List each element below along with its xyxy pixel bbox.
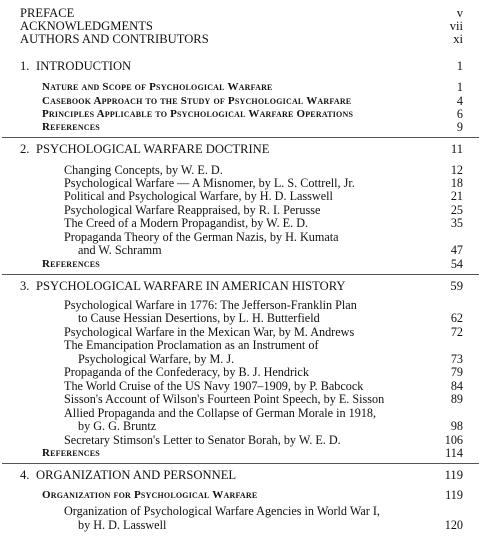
toc-entry-title: Casebook Approach to the Study of Psychological Warfare — [42, 95, 352, 107]
chapter-title: PSYCHOLOGICAL WARFARE DOCTRINE — [36, 142, 270, 156]
toc-page-number: 21 — [450, 189, 463, 203]
toc-entry[interactable] — [0, 216, 485, 230]
toc-entry-title: The Emancipation Proclamation as an Instrument of — [64, 338, 319, 352]
toc-entry-title: Allied Propaganda and the Collapse of German Morale in 1918, — [64, 406, 377, 420]
toc-page-number: 119 — [444, 468, 463, 482]
toc-page-number: 1 — [456, 59, 463, 73]
toc-entry-title: Psychological Warfare — A Misnomer, by L. S. Cottrell, Jr. — [64, 176, 355, 190]
toc-page-number: 119 — [445, 488, 463, 502]
toc-entry[interactable] — [0, 392, 485, 406]
toc-entry[interactable] — [0, 365, 485, 379]
toc-entry-title: Principles Applicable to Psychological Warfare Operations — [42, 108, 354, 120]
toc-entry-title: Political and Psychological Warfare, by H. D. Lasswell — [64, 189, 333, 203]
section-divider — [2, 137, 479, 138]
toc-entry[interactable] — [0, 504, 485, 518]
toc-page-number: 72 — [450, 325, 463, 339]
toc-page-number: 59 — [450, 279, 463, 293]
toc-page-number: xi — [453, 32, 463, 46]
toc-entry-title: Propaganda Theory of the German Nazis, by H. Kumata — [64, 230, 339, 244]
toc-entry-title: Organization of Psychological Warfare Agencies in World War I, — [64, 504, 380, 518]
toc-entry-title-cont: by G. G. Bruntz — [78, 419, 157, 433]
toc-page-number: v — [456, 6, 463, 20]
toc-entry[interactable] — [0, 230, 485, 244]
toc-entry-title: The World Cruise of the US Navy 1907–1909, by P. Babcock — [64, 379, 364, 393]
toc-page-number: vii — [449, 19, 463, 33]
toc-entry[interactable] — [0, 338, 485, 352]
toc-entry[interactable] — [0, 189, 485, 203]
toc-front-authors[interactable] — [0, 32, 485, 46]
toc-entry-title: PREFACE — [20, 6, 75, 20]
toc-page-number: 25 — [450, 203, 463, 217]
toc-entry-continuation[interactable] — [0, 352, 485, 366]
chapter-title: ORGANIZATION AND PERSONNEL — [36, 468, 237, 482]
toc-entry-continuation[interactable] — [0, 311, 485, 325]
toc-entry-title-cont: to Cause Hessian Desertions, by L. H. Butterfield — [78, 311, 320, 325]
toc-page-number: 1 — [456, 80, 463, 94]
toc-entry-title: Changing Concepts, by W. E. D. — [64, 163, 223, 177]
toc-page-number: 18 — [450, 176, 463, 190]
toc-chapter-heading[interactable] — [0, 279, 485, 293]
toc-entry[interactable] — [0, 298, 485, 312]
toc-entry-title-cont: Psychological Warfare, by M. J. — [78, 352, 235, 366]
toc-entry-continuation[interactable] — [0, 419, 485, 433]
toc-entry-title: Nature and Scope of Psychological Warfare — [42, 81, 273, 93]
toc-entry-references[interactable] — [0, 120, 485, 134]
toc-entry-title: Psychological Warfare in the Mexican War, by M. Andrews — [64, 325, 355, 339]
toc-entry-continuation[interactable] — [0, 518, 485, 532]
toc-entry[interactable] — [0, 325, 485, 339]
toc-entry-title: Psychological Warfare in 1776: The Jefferson-Franklin Plan — [64, 298, 357, 312]
toc-entry-title: Secretary Stimson's Letter to Senator Borah, by W. E. D. — [64, 433, 341, 447]
toc-entry[interactable] — [0, 406, 485, 420]
toc-chapter-heading[interactable] — [0, 59, 485, 73]
chapter-title: PSYCHOLOGICAL WARFARE IN AMERICAN HISTORY — [36, 279, 346, 293]
chapter-number: 1. — [20, 59, 30, 73]
toc-page-number: 89 — [450, 392, 463, 406]
chapter-number: 3. — [20, 279, 30, 293]
toc-entry[interactable] — [0, 94, 485, 108]
toc-entry[interactable] — [0, 433, 485, 447]
toc-entry-title: Psychological Warfare Reappraised, by R. I. Perusse — [64, 203, 321, 217]
toc-page-number: 98 — [450, 419, 463, 433]
toc-page-number: 73 — [450, 352, 463, 366]
toc-chapter-heading[interactable] — [0, 142, 485, 156]
section-divider — [2, 463, 479, 464]
section-divider — [2, 274, 479, 275]
toc-page-number: 11 — [450, 142, 463, 156]
toc-entry-references[interactable] — [0, 446, 485, 460]
toc-entry-title: References — [42, 121, 100, 133]
toc-page-number: 106 — [444, 433, 463, 447]
toc-chapter-heading[interactable] — [0, 468, 485, 482]
toc-entry[interactable] — [0, 176, 485, 190]
toc-entry[interactable] — [0, 163, 485, 177]
toc-page-number: 54 — [450, 257, 463, 271]
toc-entry-title: ACKNOWLEDGMENTS — [20, 19, 153, 33]
toc-page-number: 62 — [450, 311, 463, 325]
toc-page-number: 84 — [450, 379, 463, 393]
chapter-title: INTRODUCTION — [36, 59, 132, 73]
toc-entry-title-cont: by H. D. Lasswell — [78, 518, 167, 532]
toc-page-number: 120 — [444, 518, 463, 532]
toc-entry[interactable] — [0, 379, 485, 393]
toc-page-number: 35 — [450, 216, 463, 230]
toc-entry-title-cont: and W. Schramm — [78, 243, 162, 257]
toc-entry-title: References — [42, 258, 100, 270]
toc-entry-title: References — [42, 447, 100, 459]
toc-entry[interactable] — [0, 488, 485, 502]
toc-page-number: 79 — [450, 365, 463, 379]
toc-front-acknowledgments[interactable] — [0, 19, 485, 33]
toc-entry-title: AUTHORS AND CONTRIBUTORS — [20, 32, 209, 46]
toc-entry-title: Sisson's Account of Wilson's Fourteen Point Speech, by E. Sisson — [64, 392, 385, 406]
toc-page-number: 4 — [456, 94, 463, 108]
toc-entry-title: Propaganda of the Confederacy, by B. J. Hendrick — [64, 365, 309, 379]
chapter-number: 2. — [20, 142, 30, 156]
toc-page-number: 9 — [456, 120, 463, 134]
toc-front-preface[interactable] — [0, 6, 485, 20]
toc-entry[interactable] — [0, 203, 485, 217]
toc-entry[interactable] — [0, 80, 485, 94]
toc-entry-title: The Creed of a Modern Propagandist, by W. E. D. — [64, 216, 309, 230]
toc-entry-continuation[interactable] — [0, 243, 485, 257]
chapter-number: 4. — [20, 468, 30, 482]
toc-entry-title: Organization for Psychological Warfare — [42, 489, 258, 501]
toc-entry[interactable] — [0, 107, 485, 121]
toc-page-number: 6 — [456, 107, 463, 121]
toc-page-number: 114 — [445, 446, 463, 460]
toc-page-number: 47 — [450, 243, 463, 257]
toc-entry-references[interactable] — [0, 257, 485, 271]
toc-page-number: 12 — [450, 163, 463, 177]
